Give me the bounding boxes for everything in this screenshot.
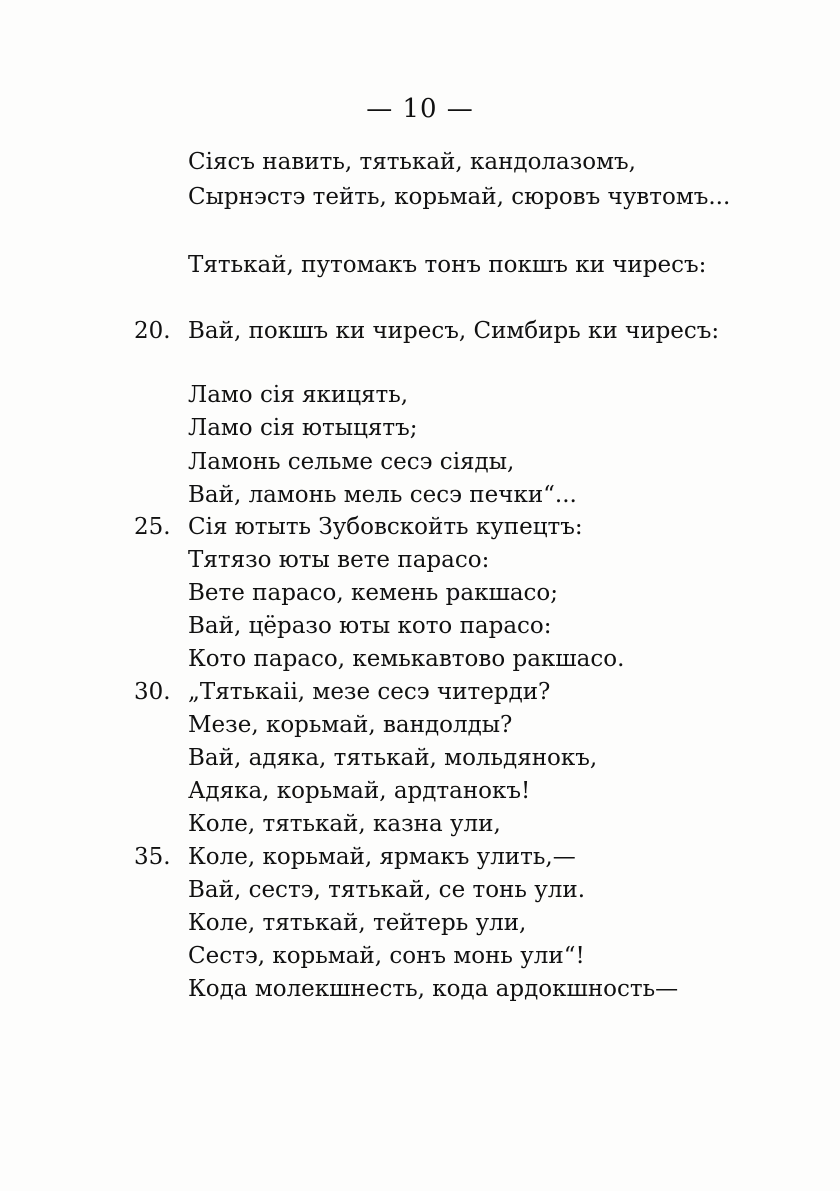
line-number: 35. [134, 844, 171, 870]
verse-line: Сіясъ навить, тятькай, кандолазомъ, [188, 149, 636, 175]
verse-line: Кото парасо, кемькавтово ракшасо. [188, 646, 625, 672]
verse-line: Ламо сія якицять, [188, 382, 409, 408]
verse-line: Вай, покшъ ки чиресъ, Симбирь ки чиресъ: [188, 318, 720, 344]
verse-line: Вай, цёразо юты кото парасо: [188, 613, 552, 639]
verse-line: Сія ютыть Зубовскойть купецтъ: [188, 514, 583, 540]
page-number: — 10 — [366, 94, 474, 124]
verse-line: Сестэ, корьмай, сонъ монь ули“! [188, 943, 585, 969]
verse-line: Коле, тятькай, казна ули, [188, 811, 501, 837]
verse-line: Вай, сестэ, тятькай, се тонь ули. [188, 877, 586, 903]
verse-line: Ламонь сельме сесэ сіяды, [188, 449, 515, 475]
verse-line: Сырнэстэ тейть, корьмай, сюровъ чувтомъ... [188, 184, 731, 210]
verse-line: „Тятькаіі, мезе сесэ читерди? [188, 679, 551, 705]
verse-line: Коле, тятькай, тейтерь ули, [188, 910, 527, 936]
verse-line: Вай, адяка, тятькай, мольдянокъ, [188, 745, 598, 771]
verse-line: Тятькай, путомакъ тонъ покшъ ки чиресъ: [188, 252, 707, 278]
verse-line: Вай, ламонь мель сесэ печки“... [188, 482, 577, 508]
line-number: 25. [134, 514, 171, 540]
verse-line: Мезе, корьмай, вандолды? [188, 712, 513, 738]
verse-line: Ламо сія ютыцятъ; [188, 415, 418, 441]
line-number: 30. [134, 679, 171, 705]
verse-line: Коле, корьмай, ярмакъ улить,— [188, 844, 576, 870]
line-number: 20. [134, 318, 171, 344]
verse-line: Кода молекшнесть, кода ардокшность— [188, 976, 679, 1002]
verse-line: Тятязо юты вете парасо: [188, 547, 490, 573]
verse-line: Адяка, корьмай, ардтанокъ! [188, 778, 531, 804]
verse-line: Вете парасо, кемень ракшасо; [188, 580, 559, 606]
